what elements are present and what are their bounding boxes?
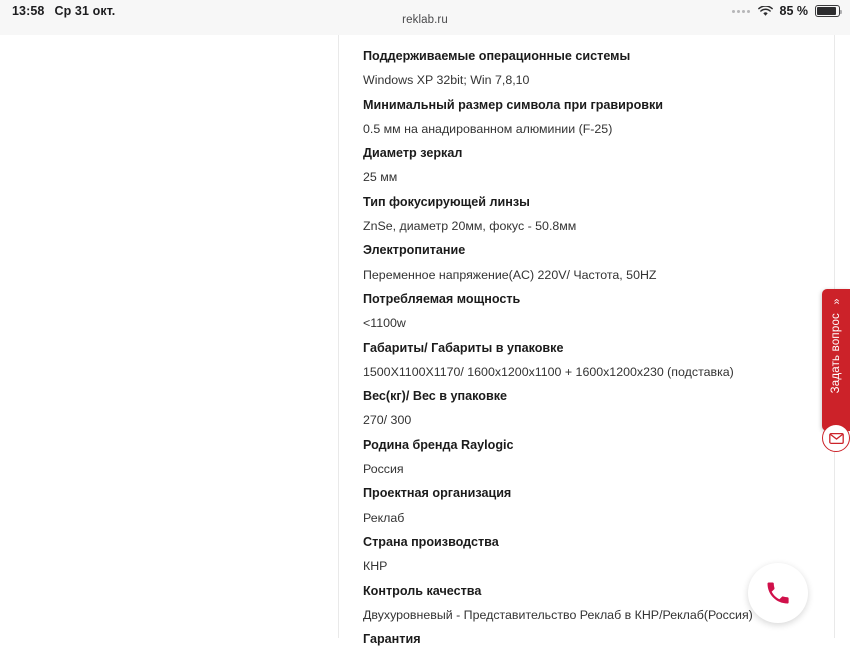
spec-value: КНР xyxy=(363,559,388,574)
spec-value: <1100w xyxy=(363,316,406,331)
spec-row xyxy=(363,93,814,142)
spec-value: Переменное напряжение(AC) 220V/ Частота, 50HZ xyxy=(363,267,657,282)
spec-row xyxy=(363,579,814,628)
spec-label: Тип фокусирующей линзы xyxy=(363,194,530,209)
status-date: Ср 31 окт. xyxy=(54,4,116,18)
spec-value: Реклаб xyxy=(363,510,405,525)
spec-value: 25 мм xyxy=(363,170,398,185)
spec-value: 1500X1100X1170/ 1600x1200x1100 + 1600x1200x230 (подставка) xyxy=(363,364,734,379)
spec-label: Вес(кг)/ Вес в упаковке xyxy=(363,389,508,404)
spec-row xyxy=(363,190,814,239)
spec-label: Электропитание xyxy=(363,243,466,258)
spec-label: Потребляемая мощность xyxy=(363,291,521,306)
spec-label: Поддерживаемые операционные системы xyxy=(363,49,631,63)
spec-label: Проектная организация xyxy=(363,486,512,501)
spec-row xyxy=(363,627,814,651)
battery-percent-label: 85 % xyxy=(779,4,808,18)
spec-row xyxy=(363,481,814,530)
spec-label: Страна производства xyxy=(363,534,499,549)
spec-value: 0.5 мм на анадированном алюминии (F-25) xyxy=(363,121,613,136)
spec-value: Двухуровневый - Представительство Реклаб в КНР/Реклаб(Россия) xyxy=(363,607,753,622)
address-bar-url[interactable]: reklab.ru xyxy=(402,14,448,26)
spec-row xyxy=(363,433,814,482)
spec-row xyxy=(363,336,814,385)
spec-value: 270/ 300 xyxy=(363,413,412,428)
specifications-list xyxy=(338,35,835,647)
spec-value: Windows XP 32bit; Win 7,8,10 xyxy=(363,73,530,88)
mail-button[interactable] xyxy=(822,424,850,452)
spec-label: Диаметр зеркал xyxy=(363,146,463,161)
spec-row xyxy=(363,141,814,190)
spec-row xyxy=(363,384,814,433)
spec-label: Родина бренда Raylogic xyxy=(363,437,514,452)
spec-row xyxy=(363,530,814,579)
spec-row xyxy=(363,44,814,93)
chevron-collapse-icon: « xyxy=(830,298,843,305)
spec-label: Гарантия xyxy=(363,632,421,647)
envelope-icon xyxy=(829,433,844,444)
spec-label: Контроль качества xyxy=(363,583,482,598)
status-time: 13:58 xyxy=(12,4,45,18)
signal-dots-icon xyxy=(732,10,750,13)
spec-value: Россия xyxy=(363,462,404,477)
spec-row xyxy=(363,287,814,336)
ask-question-label: Задать вопрос xyxy=(830,313,842,394)
call-button[interactable] xyxy=(748,563,808,623)
spec-label: Габариты/ Габариты в упаковке xyxy=(363,340,564,355)
spec-value: ZnSe, диаметр 20мм, фокус - 50.8мм xyxy=(363,219,577,234)
page-canvas xyxy=(0,35,850,647)
phone-icon xyxy=(764,579,792,607)
ask-question-tab[interactable] xyxy=(822,289,850,431)
spec-label: Минимальный размер символа при гравировки xyxy=(363,97,664,112)
spec-row xyxy=(363,238,814,287)
